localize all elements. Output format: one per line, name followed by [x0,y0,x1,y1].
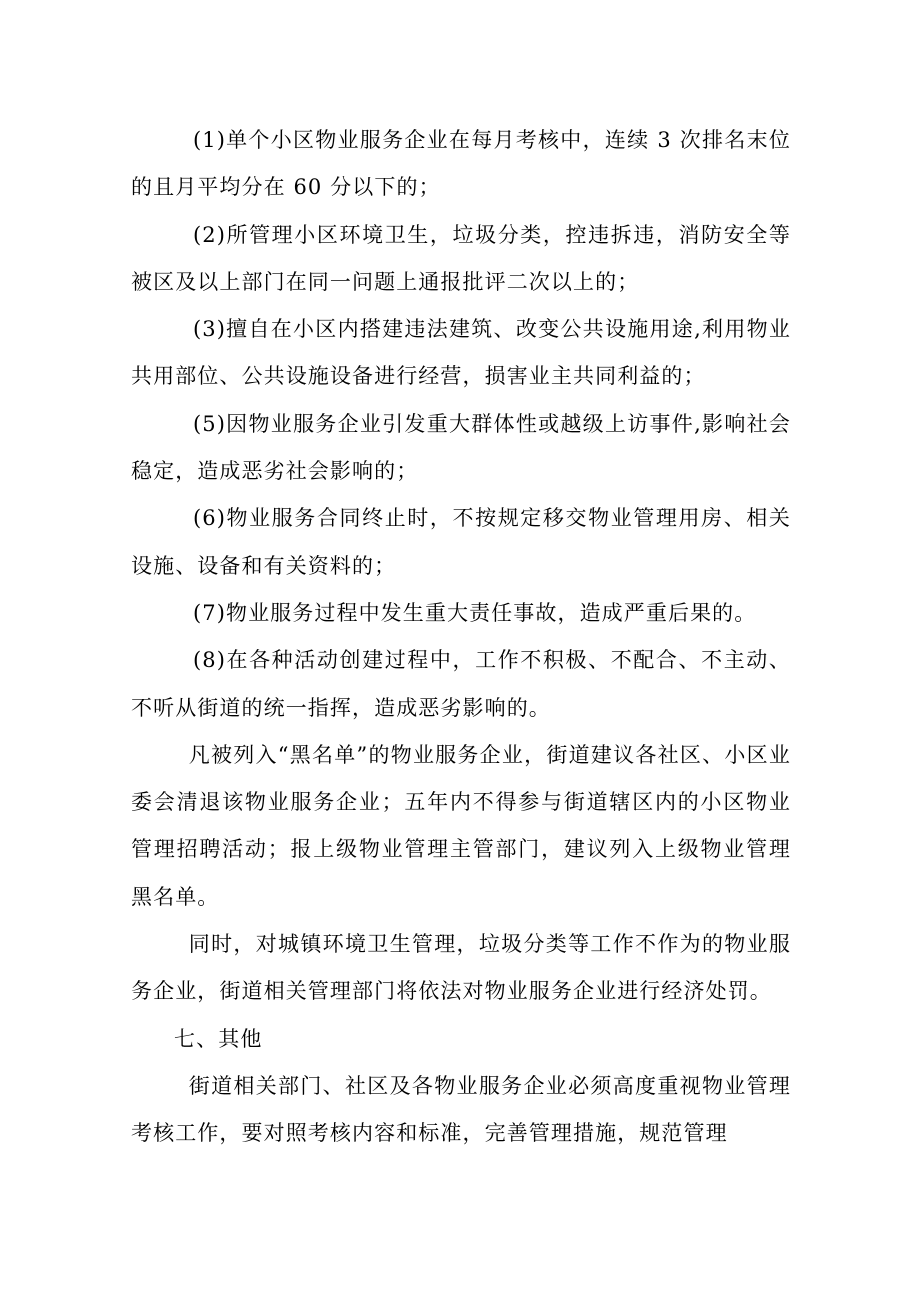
section-heading: 七、其他 [174,1026,263,1051]
penalty-paragraph: 同时，对城镇环境卫生管理，垃圾分类等工作不作为的物业服务企业，街道相关管理部门将依法对物业服务企业进行经济处罚。 [131,932,791,1004]
list-item-7: (7)物业服务过程中发生重大责任事故，造成严重后果的。 [192,600,757,625]
list-item-3: (3)擅自在小区内搭建违法建筑、改变公共设施用途,利用物业共用部位、公共设施设备进行经营，损害业主共同利益的； [131,317,791,389]
document-body [131,117,791,1158]
list-item-5: (5)因物业服务企业引发重大群体性或越级上访事件,影响社会稳定，造成恶劣社会影响的； [131,411,791,484]
list-item-8: (8)在各种活动创建过程中，工作不积极、不配合、不主动、不听从街道的统一指挥，造成恶劣影响的。 [131,648,791,720]
list-item-1: (1)单个小区物业服务企业在每月考核中，连续 3 次排名末位的且月平均分在 60 分以下的； [131,128,791,200]
list-item-6: (6)物业服务合同终止时，不按规定移交物业管理用房、相关设施、设备和有关资料的； [131,506,791,578]
list-item-2: (2)所管理小区环境卫生，垃圾分类，控违拆违，消防安全等被区及以上部门在同一问题上通报批评二次以上的； [131,222,791,294]
closing-paragraph: 街道相关部门、社区及各物业服务企业必须高度重视物业管理考核工作，要对照考核内容和标准，完善管理措施，规范管理 [131,1073,791,1146]
blacklist-paragraph: 凡被列入“黑名单”的物业服务企业，街道建议各社区、小区业委会清退该物业服务企业；五年内不得参与街道辖区内的小区物业管理招聘活动；报上级物业管理主管部门，建议列入上级物业管理黑名单。 [131,742,791,909]
